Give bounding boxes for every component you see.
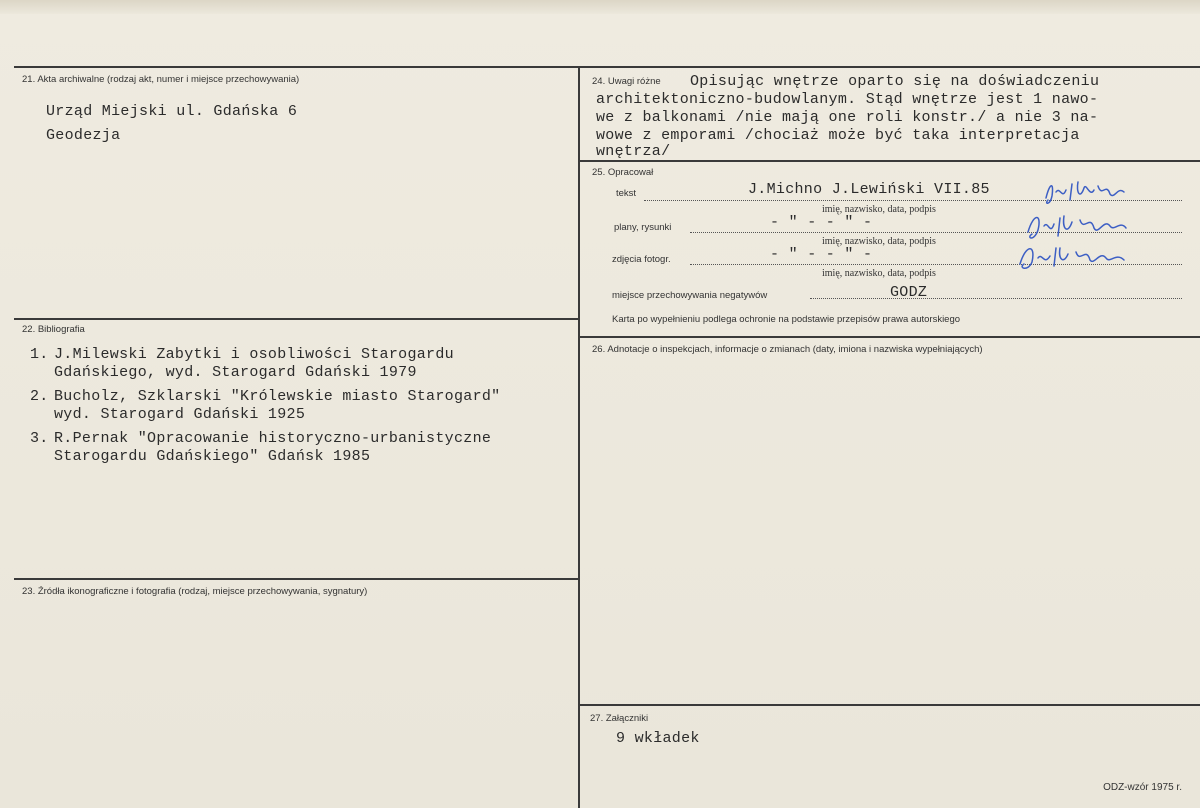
section-22-label: 22. Bibliografia <box>22 324 85 335</box>
section-21-label: 21. Akta archiwalne (rodzaj akt, numer i miejsce przechowywania) <box>22 74 300 85</box>
remarks-line-4: wowe z emporami /chociaż może być taka interpretacja <box>596 127 1080 144</box>
signature-zdjecia <box>1014 240 1134 274</box>
card-top-edge <box>0 0 1200 14</box>
bib-item-3-line2: Starogardu Gdańskiego" Gdańsk 1985 <box>54 448 371 465</box>
bib-item-1-line1: J.Milewski Zabytki i osobliwości Starogardu <box>54 346 454 363</box>
remarks-line-2: architektoniczno-budowlanym. Stąd wnętrze jest 1 nawo- <box>596 91 1099 108</box>
archive-line-2: Geodezja <box>46 127 121 144</box>
tekst-label: tekst <box>616 188 637 199</box>
form-version: ODZ-wzór 1975 r. <box>1103 782 1182 793</box>
plany-value: - " - - " - <box>770 214 873 231</box>
bib-item-1-line2: Gdańskiego, wyd. Starogard Gdański 1979 <box>54 364 417 381</box>
negatywy-label: miejsce przechowywania negatywów <box>612 290 768 301</box>
plany-caption: imię, nazwisko, data, podpis <box>822 236 936 247</box>
section-25-label: 25. Opracował <box>592 167 654 178</box>
remarks-line-1: Opisując wnętrze oparto się na doświadczeniu <box>690 73 1100 90</box>
section-23-label: 23. Źródła ikonograficzne i fotografia (rodzaj, miejsce przechowywania, sygnatury) <box>22 586 368 597</box>
signature-plany <box>1020 210 1140 244</box>
top-rule <box>14 66 1200 68</box>
remarks-line-3: we z balkonami /nie mają one roli konstr./ a nie 3 na- <box>596 109 1099 126</box>
rule-21-22 <box>14 318 578 320</box>
rule-25-26 <box>580 336 1200 338</box>
copyright-note: Karta po wypełnieniu podlega ochronie na podstawie przepisów prawa autorskiego <box>612 314 961 325</box>
negatywy-dotted-line <box>810 298 1182 299</box>
bib-item-2-num: 2. <box>30 388 49 405</box>
rule-22-23 <box>14 578 578 580</box>
remarks-line-5: wnętrza/ <box>596 143 671 160</box>
tekst-caption: imię, nazwisko, data, podpis <box>822 204 936 215</box>
negatywy-value: GODZ <box>890 284 928 301</box>
rule-24-25 <box>580 160 1200 162</box>
signature-tekst <box>1040 178 1140 208</box>
section-27-label: 27. Załączniki <box>590 713 649 724</box>
section-26-label: 26. Adnotacje o inspekcjach, informacje o zmianach (daty, imiona i nazwiska wypełniających) <box>592 344 983 355</box>
plany-label: plany, rysunki <box>614 222 672 233</box>
section-24-label: 24. Uwagi różne <box>592 76 661 87</box>
bib-item-3-line1: R.Pernak "Opracowanie historyczno-urbanistyczne <box>54 430 492 447</box>
attachments-value: 9 wkładek <box>616 730 700 747</box>
tekst-value: J.Michno J.Lewiński VII.85 <box>748 181 990 198</box>
bib-item-1-num: 1. <box>30 346 49 363</box>
zdjecia-caption: imię, nazwisko, data, podpis <box>822 268 936 279</box>
rule-26-27 <box>580 704 1200 706</box>
zdjecia-value: - " - - " - <box>770 246 873 263</box>
bib-item-2-line2: wyd. Starogard Gdański 1925 <box>54 406 306 423</box>
bib-item-3-num: 3. <box>30 430 49 447</box>
archive-line-1: Urząd Miejski ul. Gdańska 6 <box>46 103 298 120</box>
zdjecia-label: zdjęcia fotogr. <box>612 254 671 265</box>
bib-item-2-line1: Bucholz, Szklarski "Królewskie miasto Starogard" <box>54 388 501 405</box>
center-divider <box>578 66 580 808</box>
